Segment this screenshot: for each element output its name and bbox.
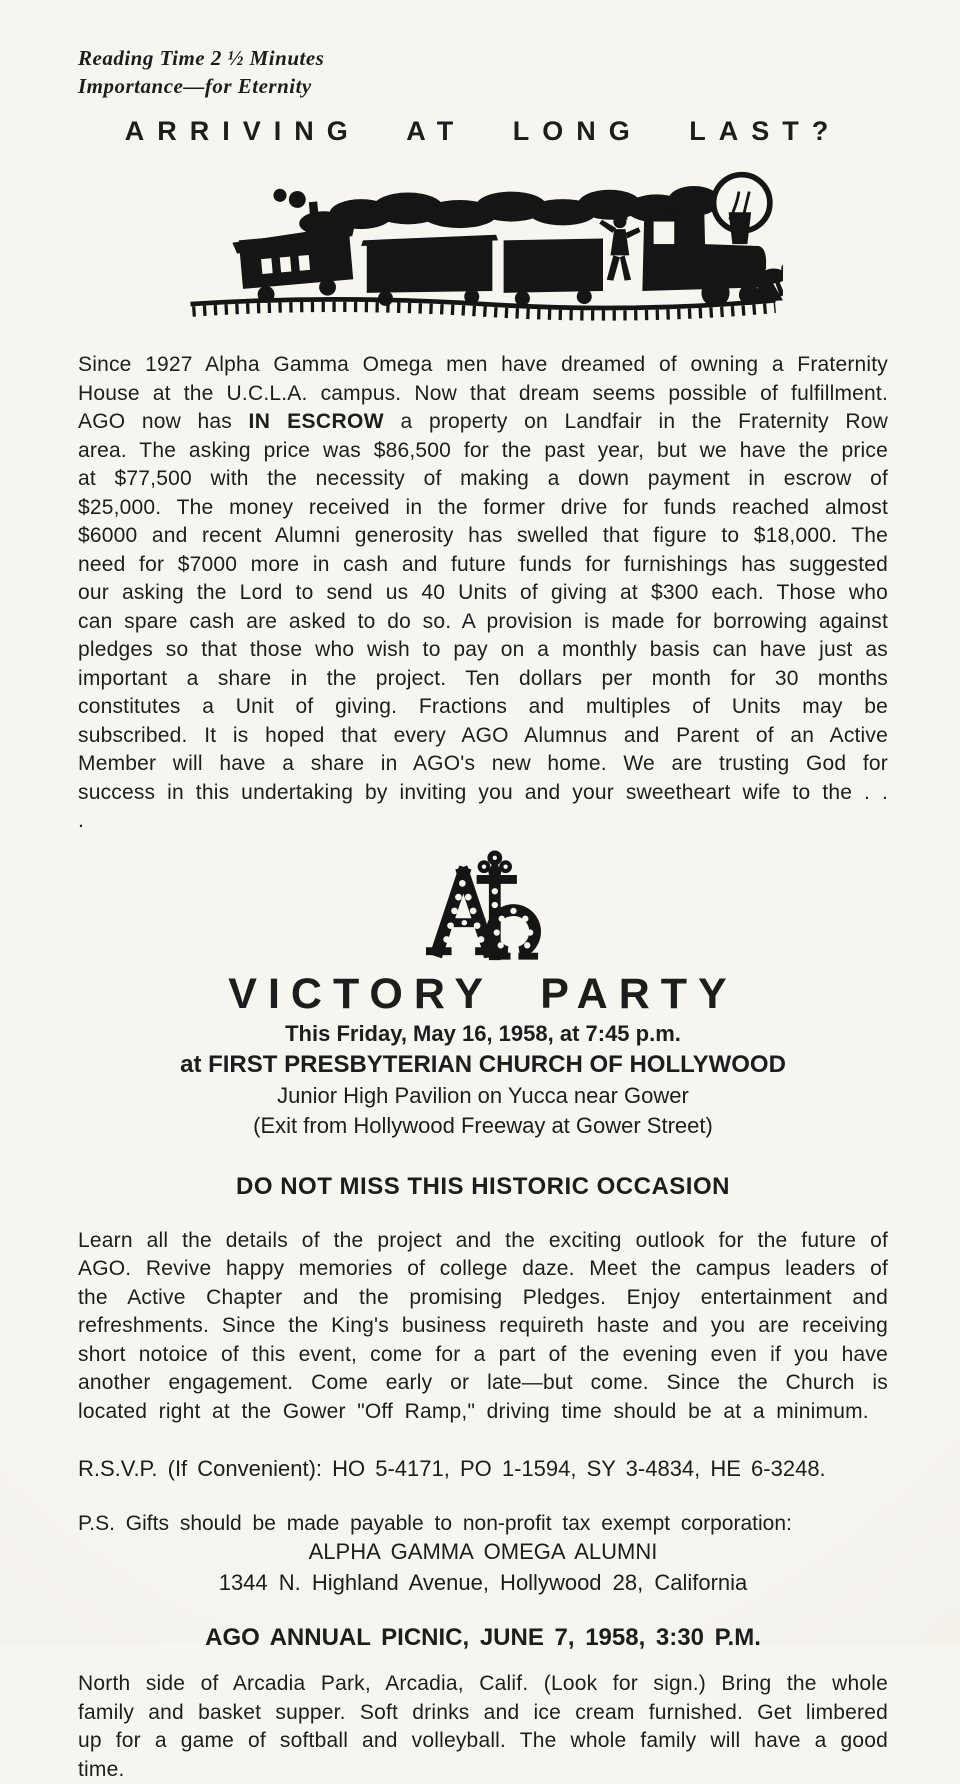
reading-time-line: Reading Time 2 ½ Minutes — [78, 46, 325, 70]
event-directions: (Exit from Hollywood Freeway at Gower Street) — [253, 1112, 713, 1138]
intro-text-start: Since 1927 Alpha Gamma Omega men have dreamed of owning a Fraternity House at the U.C.L.A. campus. Now that dream seems possible of fulfillment. AGO now has — [78, 353, 888, 433]
importance-line: Importance—for Eternity — [78, 74, 312, 98]
intro-paragraph — [78, 351, 888, 836]
details-paragraph: Learn all the details of the project and the exciting outlook for the future of AGO. Revive happy memories of college daze. Meet the campus leaders of the Active Chapter and the promising Pledges. Enjoy entertainment and refreshments. Since the King's business requireth haste and you are receiving short notoice of this event, come for a part of the evening even if you have another engagement. Come early or late—but come. Since the Church is located right at the Gower "Off Ramp," driving time should be at a minimum. — [78, 1228, 888, 1423]
event-venue: at FIRST PRESBYTERIAN CHURCH OF HOLLYWOOD — [180, 1050, 786, 1078]
event-datetime: This Friday, May 16, 1958, at 7:45 p.m. — [285, 1020, 681, 1046]
event-title: VICTORY PARTY — [228, 969, 738, 1018]
rsvp-line: R.S.V.P. (If Convenient): HO 5-4171, PO 1-1594, SY 3-4834, HE 6-3248. — [78, 1456, 826, 1481]
picnic-title: AGO ANNUAL PICNIC, JUNE 7, 1958, 3:30 P.M. — [205, 1624, 761, 1651]
page-title: ARRIVING AT LONG LAST? — [124, 116, 842, 146]
in-escrow-emphasis: IN ESCROW — [248, 410, 384, 433]
org-name: ALPHA GAMMA OMEGA ALUMNI — [308, 1539, 658, 1564]
ago-monogram — [78, 848, 888, 966]
steam-train-icon — [183, 161, 783, 329]
picnic-paragraph: North side of Arcadia Park, Arcadia, Calif. (Look for sign.) Bring the whole family and basket supper. Soft drinks and ice cream furnished. Get limbered up for a game of softball and volleyball. The whole family will have a good time. — [78, 1672, 888, 1781]
occasion-banner: DO NOT MISS THIS HISTORIC OCCASION — [236, 1172, 730, 1200]
ps-note: P.S. Gifts should be made payable to non-profit tax exempt corporation: — [78, 1512, 792, 1535]
reading-time-note — [78, 44, 888, 100]
intro-text-end: a property on Landfair in the Fraternity Row area. The asking price was $86,500 for the past year, but we have the price at $77,500 with the necessity of making a down payment in escrow of $25,000. The money received in the former drive for funds reached almost $6000 and recent Alumni generosity has swelled that figure to $18,000. The need for $7000 more in cash and future funds for furnishings has suggested our asking the Lord to send us 40 Units of giving at $300 each. Those who can spare cash are asked to do so. A provision is made for borrowing against pledges so that those who wish to pay on a monthly basis can have just as important a share in the project. Ten dollars per month for 30 months constitutes a Unit of giving. Fractions and multiples of Units may be subscribed. It is hoped that every AGO Alumnus and Parent of an Active Member will have a share in AGO's new home. We are trusting God for success in this undertaking by inviting you and your sweetheart wife to the . . . — [78, 410, 889, 832]
org-address: 1344 N. Highland Avenue, Hollywood 28, California — [218, 1570, 748, 1595]
alpha-gamma-omega-crest-icon — [424, 848, 542, 964]
train-illustration — [78, 161, 888, 329]
event-location-detail: Junior High Pavilion on Yucca near Gower — [277, 1082, 689, 1108]
